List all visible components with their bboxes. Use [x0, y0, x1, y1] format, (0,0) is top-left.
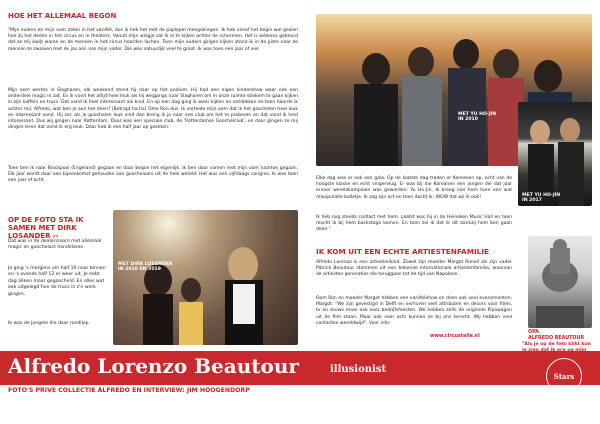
paragraph-artist-child: Alfredo Lorenzo is een artiestenkind. Zowel zijn moeder Margot Ronell als zijn vader Patrick Beautour stammen uit een bekende internationale artiestenfamilie, waarvan de artiesten generaties die teruggaan tot de tijd van Napoleon. [316, 260, 512, 278]
caption-left-photo: MET DIRK LOSANDER IN 2010 EN 2019 [118, 262, 173, 273]
photo-credits: FOTO'S PRIVE COLLECTIE ALFREDO EN INTERVIEW: JIM HOOGENDORP [8, 387, 250, 394]
caption-mid-photo: MET YU HO-JIN IN 2017 [522, 193, 561, 204]
caption-opa: OPA ALFREDO BEAUTOUR [528, 330, 585, 341]
quote-opa: "Als je op de foto klikt kun [522, 342, 591, 347]
paragraph-slagharen: Mijn oom werkte in Slagharen, elk weekend stond hij daar op het podium. Hij had een eigen kindershow waar ook een onderdeel magic in zat. En ik vond het altijd heel leuk als hij weggings naar Slagharen om in onze ruimte stiekem te gaan kijken in zijn koffers en trucs. Dat vond ik heel interessant als kind. En op een dag ging ik weer kijken en ontdekken en toen hoorde ik achter mij: Alfredo, wat ben je aan het doen? (Betrapt ha,ha) Ome Ron dus. Ik vertelde mijn oom dat ik het goochelen heel leuk en interessant vond. Hij zei: als je goochelen leuk vind dan breng ik je naar een club om het te proberen en dat vond ik heel interessant. Dus wij gingen naar Rotterdam. Daar was een speciale club, de 'Rotterdamse Goochelclub', en daar gingen ze mij dingen leren dat vond ik erg leuk. Daar heb ik een half jaar op gezeten. [8, 88, 298, 131]
paragraph-gala: Elke dag was er ook een gala. Op de laatste dag traden er Koreanen op, echt van de hoogste klasse en echt vingervlug. Er was bij die Koreanen een jongen die dat jaar ervoor wereldkampioen was geworden: Yu Ho-Jin. Ik kreeg van hem toen een wat manipulatie balletje. Ik zag zijn act en toen dacht ik: WOW dat wil ik ook! [316, 176, 512, 200]
statue-silhouette [528, 236, 592, 328]
artist-name: Alfredo Lorenzo Beautour [8, 354, 299, 378]
photo-with-dirk-losander[interactable] [113, 210, 298, 345]
heading-artist-family: IK KOM UIT EEN ECHTE ARTIESTENFAMILIE [316, 247, 490, 256]
photo-opa-statue[interactable] [528, 236, 592, 328]
stars-badge-text: Stars [553, 371, 575, 381]
category-label: illusionist [330, 364, 387, 375]
paragraph-youngest: Ik was de jongste die daar rondliep. [8, 321, 91, 326]
photo-people-silhouettes [113, 210, 298, 345]
paragraph-dealersroom: Dat was in de dealersroom met allemaal magic en goochelact handelaren. [8, 239, 102, 251]
photo-with-yu-ho-jin-2017[interactable] [518, 102, 592, 206]
stars-badge-logo [546, 358, 582, 394]
paragraph-intro: "Mijn ouders en mijn oom zaten in het variété, dus ik heb het met de paplepel meegekregen. Ik heb vanaf het begin wel gezien hoe zij het deden in het circus en in theaters. Vanuit mijn wiegje zat ik al te kijken achter de schermen. Het is wéleens gebeurd dat ze mij kwijt waren en de mensen in het circus hoorden lachen. Toen mijn ouders gingen kijken stond ik in de piste naar de mensen te zwaaien met de jas aan van mijn vader. Die was natuurlijk veel te groot. Ik was toen een jaar of vier. [8, 28, 298, 52]
heading-how-it-began: HOE HET ALLEMAAL BEGON [8, 12, 117, 20]
photo-two-people [518, 102, 592, 206]
paragraph-variety-show: Oom Ron en moeder Margot hebben een variétéshow en doen ook veel evenementen. Margot: "We zijn gevestigd in Delft en verhuren veel attributen en decors voor films, tv en shows maar ook voor bedrijfsfeesten. We hebben zelfs de originele Pipowagen uit de film staan. Maar ook voor acts kunnen ze bij ons terecht. Wij hebben veel contacten wereldwijd". Voor info: [316, 296, 512, 326]
paragraph-contact: Ik heb nog steeds contact met hem. Laatst was hij in de Heineken Music Hall en toen mocht ik bij hem backstage komen. En toen zei ik dat ik dit dankzij hem ben gaan doen." [316, 215, 512, 233]
paragraph-blackpool: Toen ben ik naar Blackpool (Engeland) gegaan en daar begon het eigenlijk. Ik ben daar samen met mijn oom naartoe gegaan. Elk jaar wordt daar een bijeenkomst gehouden van goochelaars uit de hele wereld. Het was een vijfdaags congres. Ik was toen een jaar of acht. [8, 166, 298, 184]
website-link[interactable]: www.circusteile.nl [430, 334, 480, 339]
paragraph-schedule: Je ging 's morgens om half 10 naar binnen en 's avonds half 12 er weer uit. Je hebt dag alleen maar gegoocheld. En alles wat ook uitgelegd hoe de trucs in z'n werk gingen. [8, 266, 106, 297]
caption-top-photo: MET YU HO-JIN IN 2010 [458, 112, 497, 123]
heading-photo-with-dirk: OP DE FOTO STA IK SAMEN MET DIRK LOSANDER ›› [8, 216, 84, 240]
